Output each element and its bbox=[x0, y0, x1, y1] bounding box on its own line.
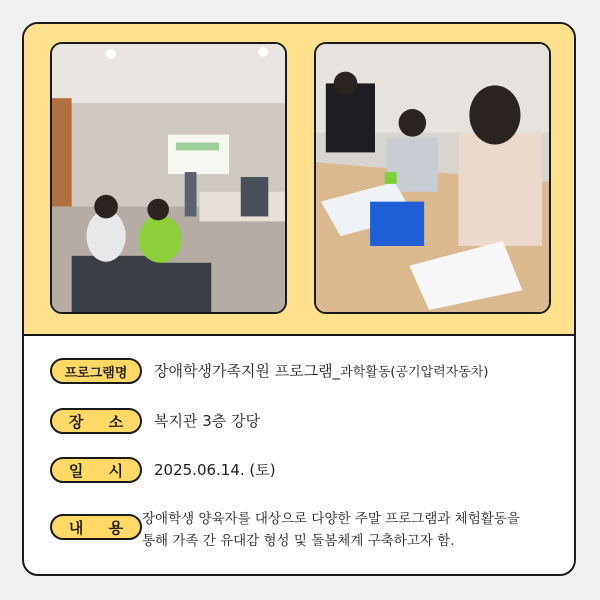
date-value: 2025.06.14. (토) bbox=[154, 461, 276, 479]
program-title: 장애학생가족지원 프로그램_ bbox=[154, 362, 341, 380]
content-description bbox=[142, 508, 576, 552]
badge-place: 장 소 bbox=[50, 408, 142, 434]
content-line-1: 장애학생 양육자를 대상으로 다양한 주말 프로그램과 체험활동을 bbox=[142, 511, 520, 527]
program-value bbox=[154, 358, 488, 386]
place-value: 복지관 3층 강당 bbox=[154, 412, 261, 430]
info-card bbox=[22, 22, 576, 576]
badge-program: 프로그램명 bbox=[50, 358, 142, 384]
program-subtitle: 과학활동(공기압력자동차) bbox=[340, 365, 489, 380]
badge-date: 일 시 bbox=[50, 457, 142, 483]
content-line-2: 통해 가족 간 유대감 형성 및 돌봄체계 구축하고자 함. bbox=[142, 533, 455, 549]
row-content bbox=[50, 511, 576, 552]
row-date bbox=[50, 457, 276, 483]
row-program bbox=[50, 358, 488, 386]
row-place bbox=[50, 408, 260, 434]
activity-photo-classroom bbox=[50, 42, 287, 314]
badge-content: 내 용 bbox=[50, 514, 142, 540]
photo-area bbox=[24, 24, 574, 336]
activity-photo-table bbox=[314, 42, 551, 314]
